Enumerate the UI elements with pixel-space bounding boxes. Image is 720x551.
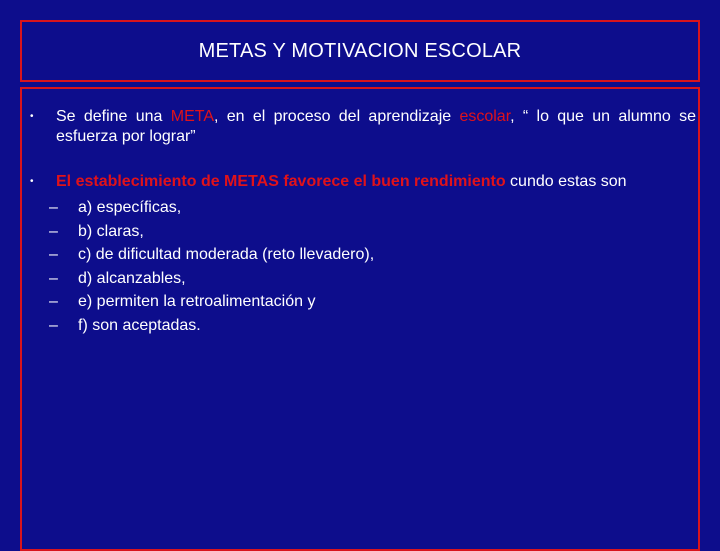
bullet-marker: • [30, 176, 34, 187]
bullet2-text-part2: cundo estas son [505, 173, 627, 190]
goal-criteria-item [30, 220, 696, 244]
slide-title: METAS Y MOTIVACION ESCOLAR [198, 39, 522, 62]
goal-criteria-text: c) de dificultad moderada (reto llevadero), [78, 246, 375, 263]
dash-marker: – [49, 199, 58, 216]
dash-marker: – [49, 222, 58, 240]
bullet-goal-setting [30, 172, 696, 337]
slide-content-box [20, 87, 700, 551]
goal-criteria-text: b) claras, [78, 222, 144, 240]
goal-criteria-text: a) específicas, [78, 199, 182, 216]
bullet-definition [30, 107, 696, 147]
goal-criteria-text: d) alcanzables, [78, 269, 186, 287]
bullet1-text-part3: , en el proceso del aprendizaje [214, 108, 460, 125]
goal-criteria-text: f) son aceptadas. [78, 316, 201, 334]
bullet-marker: • [30, 111, 34, 122]
bullet-goal-setting-text [56, 172, 696, 192]
goal-criteria-list [30, 196, 696, 337]
goal-criteria-text: e) permiten la retroalimentación y [78, 293, 316, 310]
bullet-definition-text [56, 107, 696, 147]
dash-marker: – [49, 246, 58, 263]
goal-criteria-item [30, 196, 696, 220]
bullet2-emphasis: El establecimiento de METAS favorece el buen rendimiento [56, 173, 506, 190]
bullet1-text-part5: , “ lo que un alumno se esfuerza por lograr” [56, 108, 696, 145]
bullet1-keyword-meta: META [170, 108, 214, 125]
slide-title-box [20, 20, 700, 82]
dash-marker: – [49, 269, 58, 287]
goal-criteria-item [30, 243, 696, 267]
goal-criteria-item [30, 290, 696, 314]
goal-criteria-item [30, 267, 696, 291]
bullet1-keyword-escolar: escolar [459, 108, 511, 125]
bullet1-text-part1: Se define una [56, 108, 171, 125]
dash-marker: – [49, 293, 58, 310]
goal-criteria-item [30, 314, 696, 338]
dash-marker: – [49, 316, 58, 334]
